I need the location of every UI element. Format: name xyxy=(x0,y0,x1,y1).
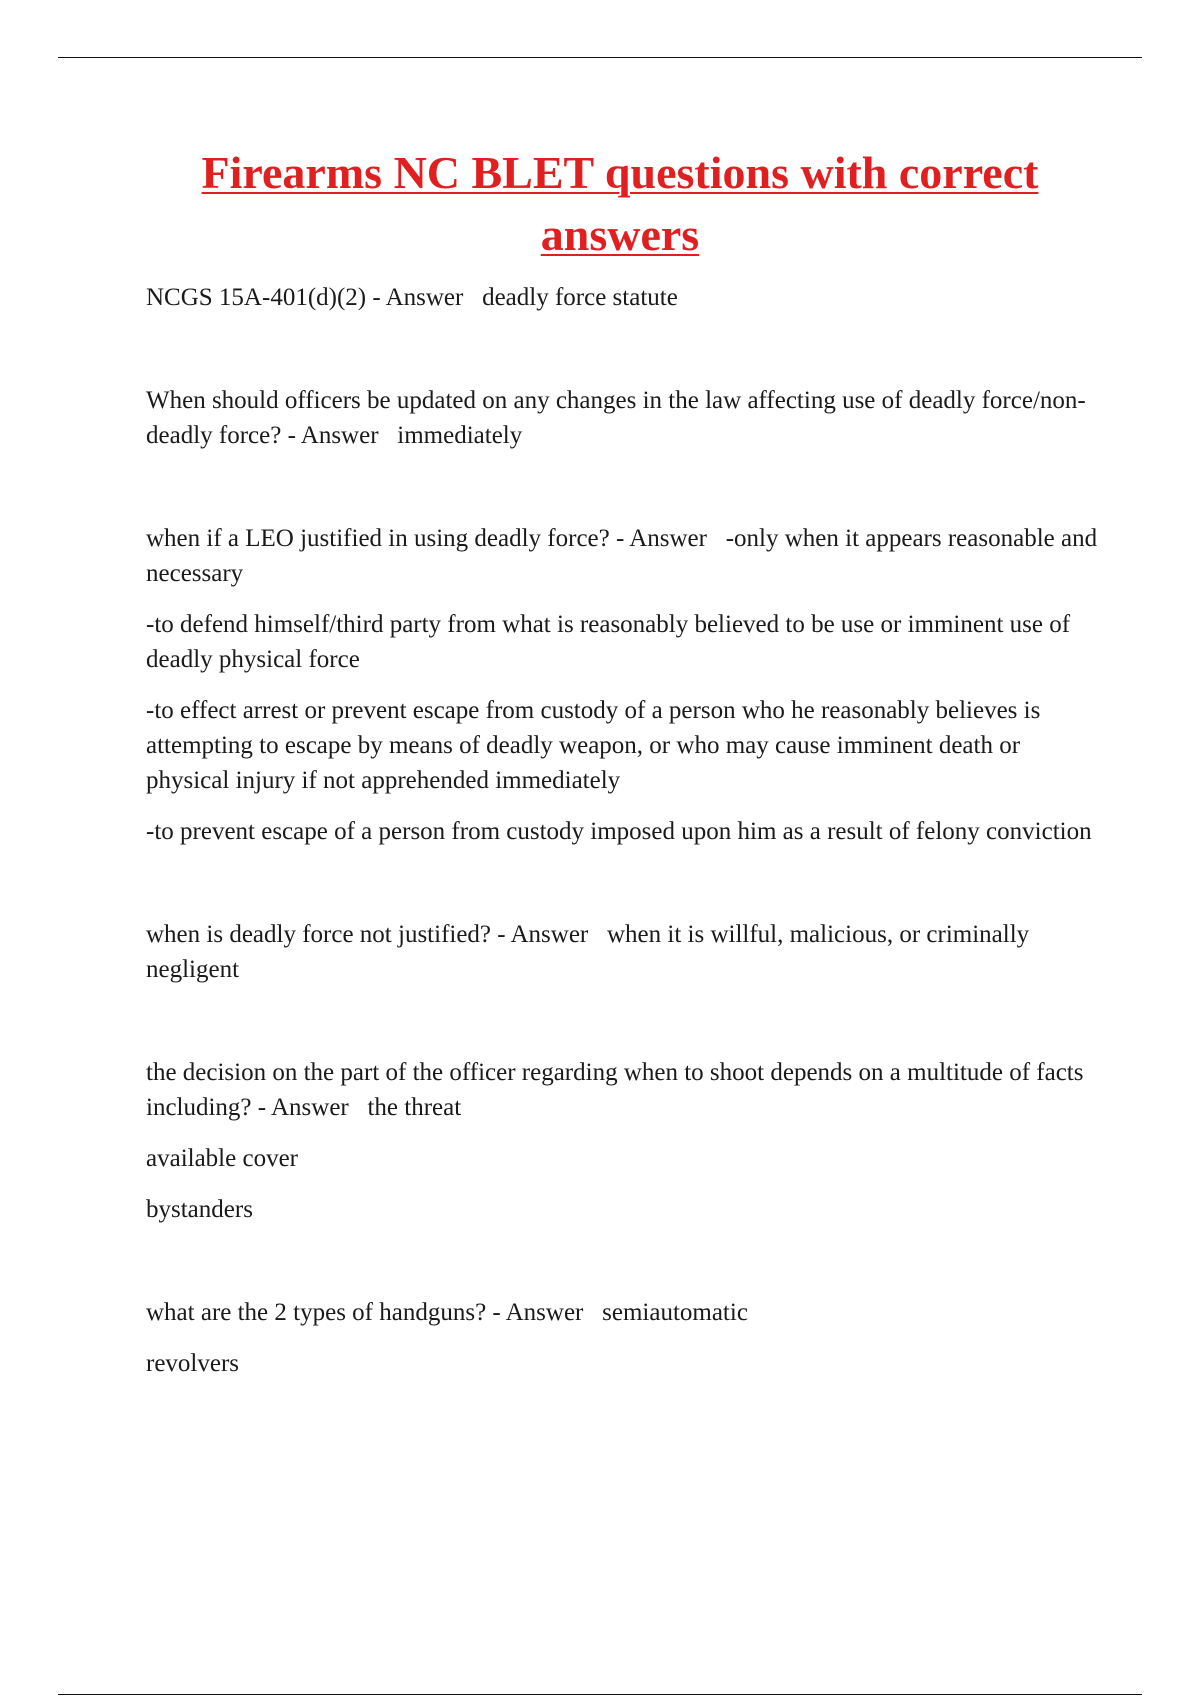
document-title: Firearms NC BLET questions with correct answers xyxy=(201,147,1039,260)
qa-paragraph: when if a LEO justified in using deadly force? - Answer -only when it appears reasonable and necessary xyxy=(146,525,1104,587)
qa-paragraph: When should officers be updated on any changes in the law affecting use of deadly force/non-deadly force? - Answer immediately xyxy=(146,387,1086,449)
qa-paragraph: -to defend himself/third party from what is reasonably believed to be use or imminent use of deadly physical force xyxy=(146,611,1077,673)
qa-paragraph: bystanders xyxy=(146,1196,253,1223)
qa-paragraph: -to prevent escape of a person from custody imposed upon him as a result of felony conviction xyxy=(146,818,1092,845)
qa-paragraph: revolvers xyxy=(146,1350,240,1377)
qa-paragraph: NCGS 15A-401(d)(2) - Answer deadly force statute xyxy=(146,284,678,311)
bottom-rule xyxy=(58,1694,1142,1695)
document-body xyxy=(146,280,1106,1381)
qa-paragraph: when is deadly force not justified? - Answer when it is willful, malicious, or criminally negligent xyxy=(146,921,1036,983)
qa-paragraph: what are the 2 types of handguns? - Answer semiautomatic xyxy=(146,1299,748,1326)
qa-paragraph: the decision on the part of the officer regarding when to shoot depends on a multitude of facts including? - Answer the threat xyxy=(146,1059,1090,1121)
qa-paragraph: -to effect arrest or prevent escape from custody of a person who he reasonably believes is attempting to escape by means of deadly weapon, or who may cause imminent death or physical injury if not apprehended immediately xyxy=(146,697,1047,794)
top-rule xyxy=(58,57,1142,58)
qa-paragraph: available cover xyxy=(146,1145,298,1172)
